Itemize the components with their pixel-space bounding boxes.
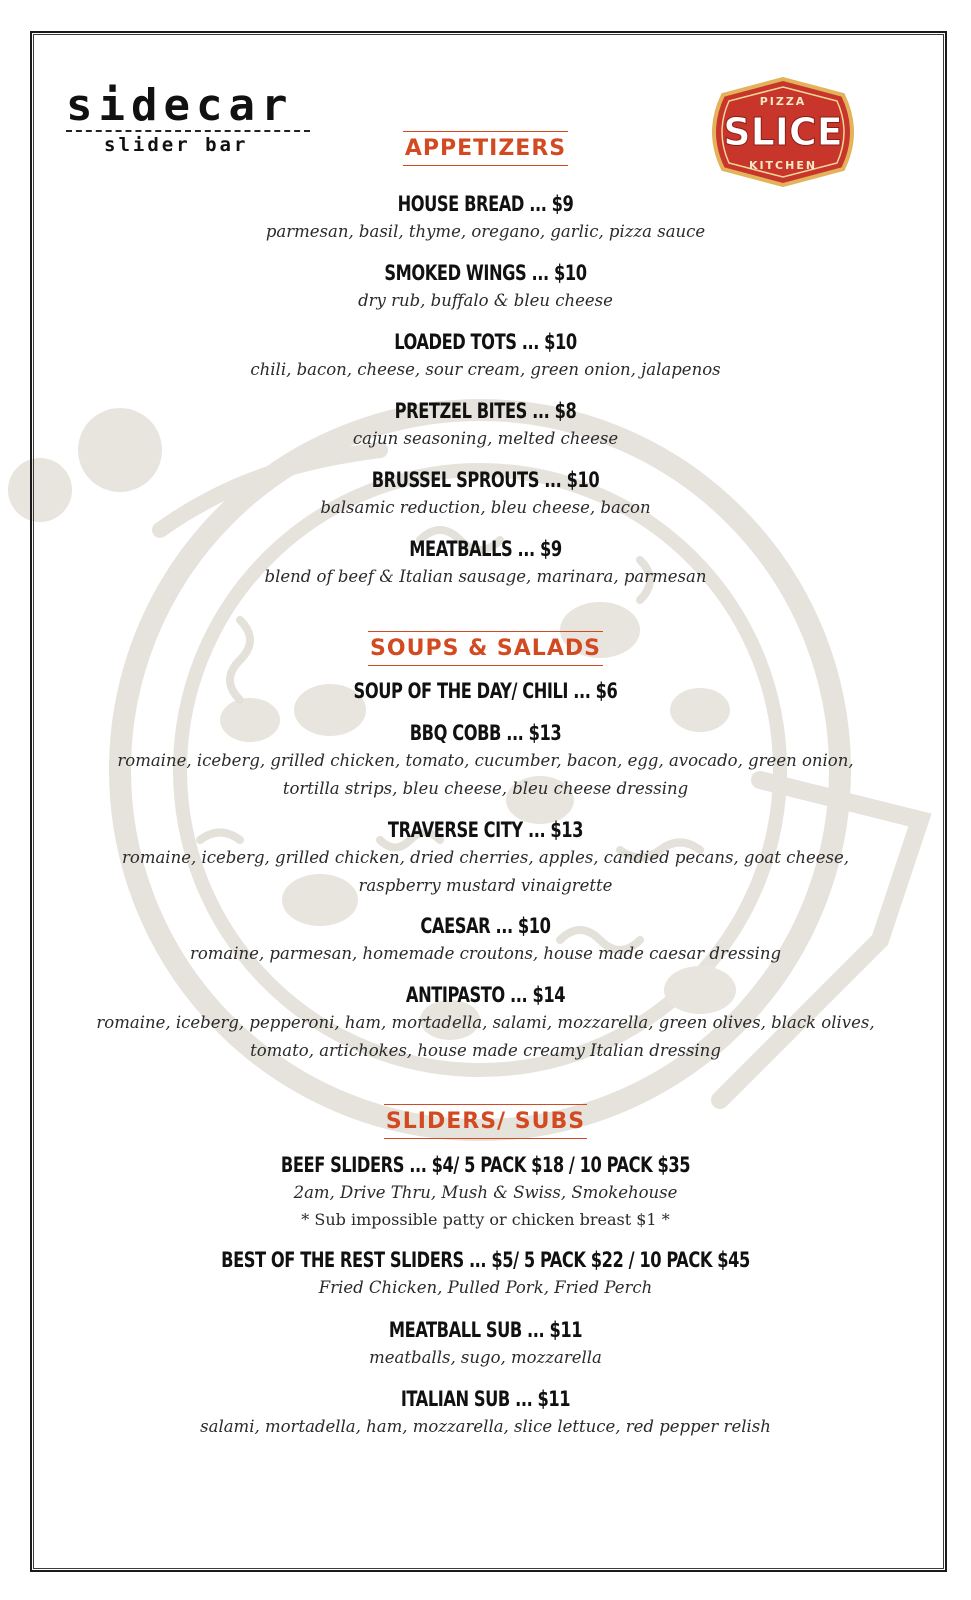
menu-item [90,719,881,803]
menu-item [90,328,881,384]
menu-item [90,535,881,591]
slice-logo-top: PIZZA [759,95,807,108]
item-name: CAESAR ... $10 [420,914,551,938]
section-heading-appetizers: APPETIZERS [0,131,971,166]
item-description: chili, bacon, cheese, sour cream, green onion, jalapenos [250,360,721,379]
item-name: BBQ COBB ... $13 [409,721,562,745]
item-name: BEST OF THE REST SLIDERS ... $5/ 5 PACK $22 / 10 PACK $45 [221,1248,750,1272]
section-heading-soups-salads: SOUPS & SALADS [0,631,971,666]
item-name: HOUSE BREAD ... $9 [397,192,574,216]
menu-item [90,677,881,705]
menu-item [90,1151,881,1233]
menu-item [90,190,881,246]
item-description: romaine, iceberg, grilled chicken, tomato, cucumber, bacon, egg, avocado, green onion, tortilla strips, bleu cheese, bleu cheese dressing [117,751,854,798]
menu-item [90,466,881,522]
item-note: * Sub impossible patty or chicken breast $1 * [301,1210,670,1229]
menu-item [90,1246,881,1302]
item-name: ITALIAN SUB ... $11 [400,1387,571,1411]
item-description: romaine, parmesan, homemade croutons, house made caesar dressing [189,944,782,963]
item-name: PRETZEL BITES ... $8 [394,399,577,423]
item-description: cajun seasoning, melted cheese [352,429,619,448]
item-description: romaine, iceberg, grilled chicken, dried cherries, apples, candied pecans, goat cheese, raspberry mustard vinaigrette [122,848,849,895]
item-description: dry rub, buffalo & bleu cheese [358,291,613,310]
item-description: meatballs, sugo, mozzarella [369,1348,602,1367]
item-name: MEATBALLS ... $9 [409,537,562,561]
item-name: TRAVERSE CITY ... $13 [387,818,584,842]
item-description: balsamic reduction, bleu cheese, bacon [320,498,651,517]
menu-item [90,1316,881,1372]
sidecar-wordmark: sidecar [66,80,294,131]
item-name: BEEF SLIDERS ... $4/ 5 PACK $18 / 10 PACK $35 [280,1153,691,1177]
menu-item [90,1385,881,1441]
item-name: SMOKED WINGS ... $10 [384,261,587,285]
menu-item [90,981,881,1065]
slice-logo-main: SLICE [723,110,843,154]
item-name: LOADED TOTS ... $10 [394,330,577,354]
item-name: BRUSSEL SPROUTS ... $10 [371,468,600,492]
menu-item [90,816,881,900]
item-description: parmesan, basil, thyme, oregano, garlic, pizza sauce [265,222,706,241]
item-description: romaine, iceberg, pepperoni, ham, mortadella, salami, mozzarella, green olives, black olives, tomato, artichokes, house made creamy Italian dressing [96,1013,875,1060]
menu-item [90,912,881,968]
item-description: salami, mortadella, ham, mozzarella, slice lettuce, red pepper relish [200,1417,771,1436]
item-description: blend of beef & Italian sausage, marinara, parmesan [264,567,707,586]
item-description: 2am, Drive Thru, Mush & Swiss, Smokehouse [293,1183,678,1202]
slice-logo-bottom: KITCHEN [748,159,818,172]
item-name: MEATBALL SUB ... $11 [388,1318,583,1342]
section-heading-sliders-subs: SLIDERS/ SUBS [0,1104,971,1139]
menu-item [90,397,881,453]
sidecar-tagline: slider bar [104,134,249,156]
item-name: ANTIPASTO ... $14 [405,983,566,1007]
item-name: SOUP OF THE DAY/ CHILI ... $6 [353,679,618,703]
menu-item [90,259,881,315]
item-description: Fried Chicken, Pulled Pork, Fried Perch [318,1278,653,1297]
